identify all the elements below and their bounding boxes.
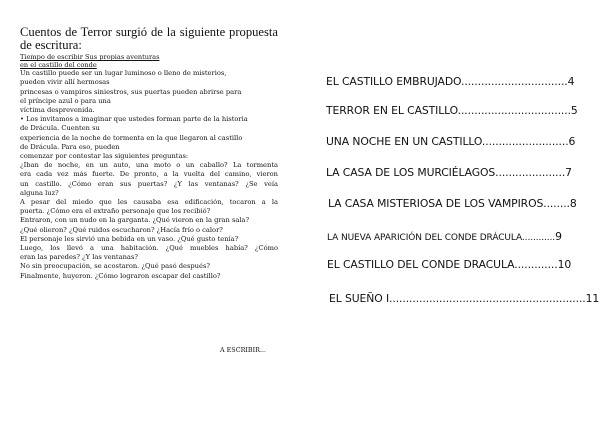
- toc-page-number: 4: [567, 75, 575, 88]
- toc-title: EL CASTILLO DEL CONDE DRACULA: [327, 258, 515, 271]
- toc-entry[interactable]: [327, 258, 571, 271]
- body-line: El personaje les sirvió una bebida en un vaso. ¿Qué gusto tenía?: [20, 234, 239, 243]
- body-line: ¿Qué olieron? ¿Qué ruidos escucharon? ¿Hacía frío o calor?: [20, 225, 223, 234]
- call-to-action: A ESCRIBIR...: [220, 346, 267, 354]
- body-line: el príncipe azul o para una: [20, 96, 111, 105]
- body-line: A pesar del miedo que les causaba esa edificación, tocaron a la: [20, 198, 278, 207]
- toc-leader: ..........................: [481, 135, 569, 148]
- toc-entry[interactable]: [326, 135, 575, 148]
- body-line: de Drácula. Para eso, pueden: [20, 142, 120, 151]
- table-of-contents: [320, 0, 600, 424]
- toc-page-number: 7: [565, 166, 572, 179]
- body-line: Entraron, con un nudo en la garganta. ¿Qué vieron en la gran sala?: [20, 216, 250, 225]
- body-line: princesas o vampiros siniestros, sus puertas pueden abrirse para: [20, 87, 242, 96]
- toc-leader: ............: [521, 233, 556, 243]
- body-line: Luego, los llevó a una habitación. ¿Qué muebles había? ¿Cómo: [20, 244, 278, 253]
- toc-title: UNA NOCHE EN UN CASTILLO: [326, 135, 482, 148]
- toc-entry[interactable]: [326, 166, 572, 179]
- toc-page-number: 9: [555, 230, 562, 243]
- toc-page-number: 10: [557, 258, 572, 271]
- prompt-body: [20, 69, 278, 281]
- toc-entry[interactable]: [328, 197, 577, 210]
- body-line: puerta. ¿Cómo era el extraño personaje que los recibió?: [20, 207, 211, 216]
- toc-title: EL CASTILLO EMBRUJADO: [326, 75, 462, 88]
- prompt-subtitle: [20, 54, 278, 69]
- toc-leader: .............: [514, 258, 558, 271]
- left-page: [20, 26, 278, 281]
- body-line: un castillo. ¿Cómo eran sus puertas? ¿Y las ventanas? ¿Se veía: [20, 179, 278, 188]
- toc-title: TERROR EN EL CASTILLO: [326, 104, 458, 117]
- body-line: No sin preocupación, se acostaron. ¿Qué pasó después?: [20, 262, 210, 271]
- page-heading: Cuentos de Terror surgió de la siguiente propuesta de escritura:: [20, 25, 278, 52]
- toc-entry[interactable]: [326, 104, 578, 117]
- toc-leader: ..................................: [457, 104, 571, 117]
- body-line: alguna luz?: [20, 188, 59, 197]
- toc-page-number: 5: [570, 104, 578, 117]
- body-line: de Drácula. Cuenten su: [20, 124, 100, 133]
- body-line: experiencia de la noche de tormenta en la que llegaron al castillo: [20, 133, 243, 142]
- toc-entry[interactable]: [326, 75, 574, 88]
- toc-title: EL SUEÑO I: [329, 292, 390, 305]
- body-line: • Los invitamos a imaginar que ustedes forman parte de la historia: [20, 115, 248, 124]
- toc-leader: .....................: [495, 166, 566, 179]
- toc-leader: ................................: [461, 75, 568, 88]
- subtitle-line: en el castillo del conde: [20, 60, 97, 69]
- toc-leader: ...........................................................: [389, 292, 586, 305]
- toc-entry[interactable]: [327, 230, 562, 243]
- toc-title: LA CASA DE LOS MURCIÉLAGOS: [326, 166, 496, 179]
- body-line: Un castillo puede ser un lugar luminoso o lleno de misterios,: [20, 69, 227, 78]
- body-line: ¿Iban de noche, en un auto, una moto o un caballo? La tormenta: [20, 161, 278, 170]
- body-line: pueden vivir allí hermosas: [20, 78, 110, 87]
- body-line: comenzar por contestar las siguientes preguntas:: [20, 152, 189, 161]
- body-line: eran las paredes? ¿Y las ventanas?: [20, 253, 138, 262]
- toc-leader: ........: [543, 197, 570, 210]
- toc-page-number: 11: [585, 292, 600, 305]
- toc-title: LA NUEVA APARICIÓN DEL CONDE DRÁCULA: [327, 233, 522, 243]
- toc-page-number: 6: [568, 135, 576, 148]
- body-line: Finalmente, huyeron. ¿Cómo lograron escapar del castillo?: [20, 271, 221, 280]
- toc-entry[interactable]: [329, 292, 599, 305]
- body-line: víctima desprevenida.: [20, 106, 95, 114]
- toc-title: LA CASA MISTERIOSA DE LOS VAMPIROS: [328, 197, 544, 210]
- toc-page-number: 8: [569, 197, 577, 210]
- subtitle-line: Tiempo de escribir Sus propias aventuras: [20, 53, 160, 61]
- body-line: era cada vez más fuerte. De pronto, a la vuelta del camino, vieron: [20, 170, 278, 179]
